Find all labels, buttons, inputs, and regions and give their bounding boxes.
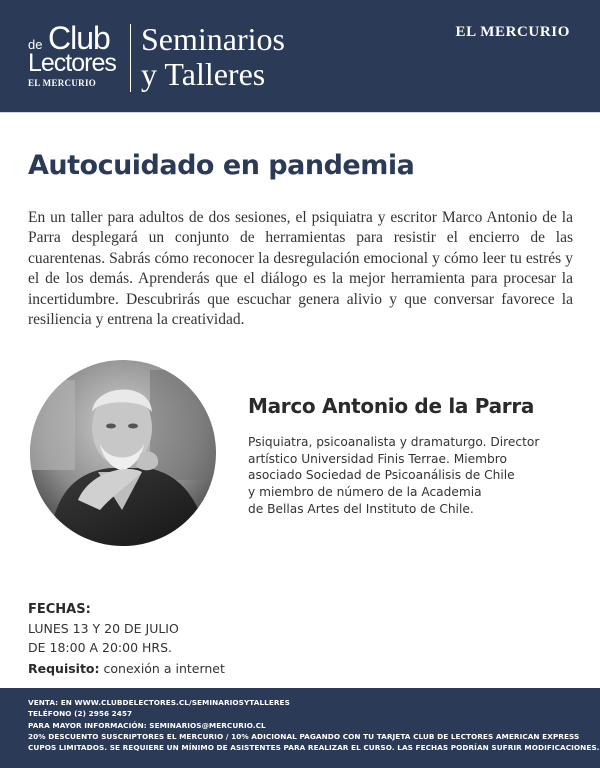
speaker-photo	[30, 360, 216, 546]
speaker-bio-line: Psiquiatra, psicoanalista y dramaturgo. Director	[248, 435, 540, 449]
speaker-bio-line: de Bellas Artes del Instituto de Chile.	[248, 501, 474, 516]
footer-banner	[0, 688, 600, 768]
section-title-line2: y Talleres	[141, 56, 266, 92]
brand-de: de	[28, 37, 43, 52]
footer-phone: TELÉFONO (2) 2956 2457	[28, 709, 133, 719]
footer-disclaimer: CUPOS LIMITADOS. SE REQUIERE UN MÍNIMO DE ASISTENTES PARA REALIZAR EL CURSO. LAS FECHAS PODRÍAN SUFRIR MODIFICACIONES.	[28, 743, 600, 753]
brand-mercurio: EL MERCURIO	[28, 78, 97, 88]
speaker-name: Marco Antonio de la Parra	[248, 394, 535, 418]
speaker-portrait-icon	[30, 360, 216, 546]
el-mercurio-logo[interactable]: EL MERCURIO	[455, 24, 570, 40]
page-title: Autocuidado en pandemia	[28, 150, 415, 181]
schedule-block	[28, 601, 328, 679]
header-rule	[0, 112, 600, 113]
dates-label: FECHAS:	[28, 602, 91, 617]
dates-line: DE 18:00 A 20:00 HRS.	[28, 640, 173, 655]
footer-discount: 20% DESCUENTO SUSCRIPTORES EL MERCURIO / 10% ADICIONAL PAGANDO CON TU TARJETA CLUB DE LECTORES AMERICAN EXPRESS	[28, 731, 580, 741]
brand-lectores: Lectores	[28, 49, 116, 77]
speaker-bio-line: artístico Universidad Finis Terrae. Miembro	[248, 451, 507, 466]
dates-line: LUNES 13 Y 20 DE JULIO	[28, 621, 179, 636]
requirement-value: conexión a internet	[99, 661, 225, 676]
footer-info	[28, 697, 600, 753]
workshop-description: En un taller para adultos de dos sesiones, el psiquiatra y escritor Marco Antonio de la Parra desplegará un conjunto de herramientas para resistir el encierro de las cuarentenas. Sabrás cómo reconocer la desregulación emocional y cómo leer tu estrés y el de los demás. Aprenderás que el diálogo es la mejor herramienta para procesar la incertidumbre. Descubrirás que escuchar genera alivio y que conversar favorece la resiliencia y entrena la creatividad.	[28, 209, 573, 329]
requirement-label: Requisito:	[28, 661, 100, 676]
section-title	[141, 22, 285, 92]
header-divider	[130, 24, 131, 92]
club-de-lectores-logo[interactable]	[28, 18, 126, 90]
speaker-bio-line: asociado Sociedad de Psicoanálisis de Chile	[248, 468, 515, 483]
speaker-bio-line: y miembro de número de la Academia	[248, 485, 482, 500]
header-banner	[0, 0, 600, 112]
footer-sales-link[interactable]: VENTA: EN WWW.CLUBDELECTORES.CL/SEMINARIOSYTALLERES	[28, 698, 290, 707]
brand-club: Club	[48, 20, 110, 56]
requirement	[28, 659, 328, 679]
footer-contact-email[interactable]: PARA MAYOR INFORMACIÓN: SEMINARIOS@MERCURIO.CL	[28, 720, 266, 730]
speaker-bio	[248, 434, 568, 518]
section-title-line1: Seminarios	[141, 21, 285, 57]
